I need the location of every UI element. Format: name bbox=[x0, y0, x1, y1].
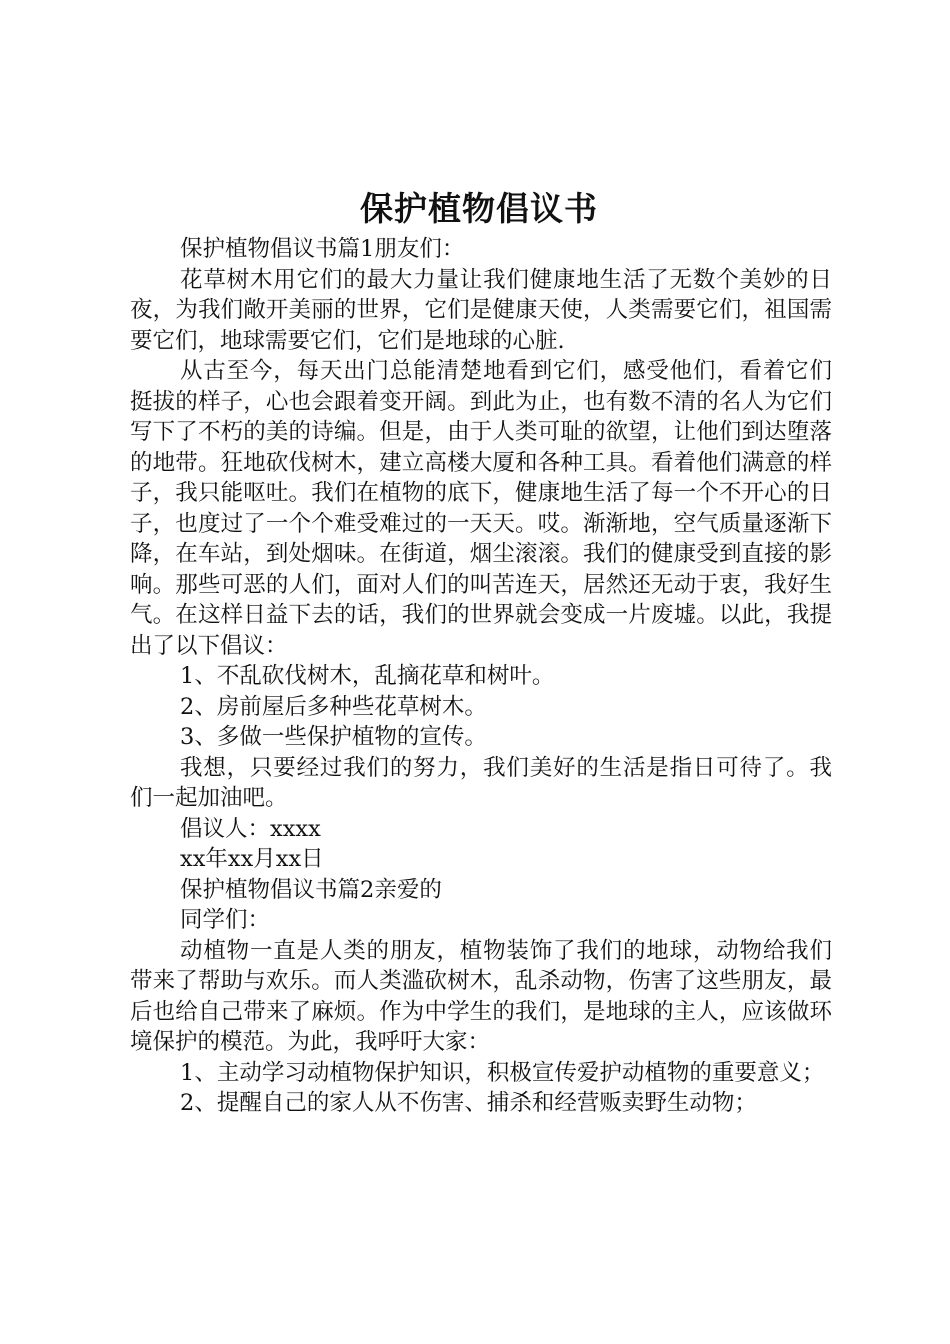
signature-line: 倡议人：xxxx bbox=[180, 815, 321, 842]
date-line: xx年xx月xx日 bbox=[180, 846, 324, 872]
list-item: 1、不乱砍伐树木，乱摘花草和树叶。 bbox=[180, 663, 555, 689]
salutation: 同学们： bbox=[180, 907, 271, 933]
list-item: 2、房前屋后多种些花草树木。 bbox=[180, 693, 487, 720]
paragraph: 我想，只要经过我们的努力，我们美好的生活是指日可待了。我们一起加油吧。 bbox=[130, 754, 832, 811]
paragraph-intro: 保护植物倡议书篇1朋友们： bbox=[180, 236, 465, 262]
paragraph: 花草树木用它们的最大力量让我们健康地生活了无数个美妙的日夜，为我们敞开美丽的世界，它们是健康天使，人类需要它们，祖国需要它们，地球需要它们，它们是地球的心脏. bbox=[130, 266, 832, 354]
list-item: 1、主动学习动植物保护知识，积极宣传爱护动植物的重要意义； bbox=[180, 1059, 825, 1086]
list-item: 3、多做一些保护植物的宣传。 bbox=[180, 724, 487, 750]
paragraph: 从古至今，每天出门总能清楚地看到它们，感受他们，看着它们挺拔的样子，心也会跟着变开阔。到此为止，也有数不清的名人为它们写下了不朽的美的诗编。但是，由于人类可耻的欲望，让他们到达堕落的地带。狂地砍伐树木，建立高楼大厦和各种工具。看着他们满意的样子，我只能呕吐。我们在植物的底下，健康地生活了每一个不开心的日子，也度过了一个个难受难过的一天天。哎。渐渐地，空气质量逐渐下降，在车站，到处烟味。在街道，烟尘滚滚。我们的健康受到直接的影响。那些可恶的人们，面对人们的叫苦连天，居然还无动于衷，我好生气。在这样日益下去的话，我们的世界就会变成一片废墟。以此，我提出了以下倡议： bbox=[130, 358, 832, 659]
section-heading: 保护植物倡议书篇2亲爱的 bbox=[180, 876, 442, 903]
list-item: 2、提醒自己的家人从不伤害、捕杀和经营贩卖野生动物； bbox=[180, 1090, 757, 1116]
document-body bbox=[130, 234, 832, 1119]
document-title: 保护植物倡议书 bbox=[360, 189, 598, 228]
paragraph: 动植物一直是人类的朋友，植物装饰了我们的地球，动物给我们带来了帮助与欢乐。而人类滥砍树木，乱杀动物，伤害了这些朋友，最后也给自己带来了麻烦。作为中学生的我们，是地球的主人，应该做环境保护的模范。为此，我呼吁大家： bbox=[130, 937, 832, 1055]
